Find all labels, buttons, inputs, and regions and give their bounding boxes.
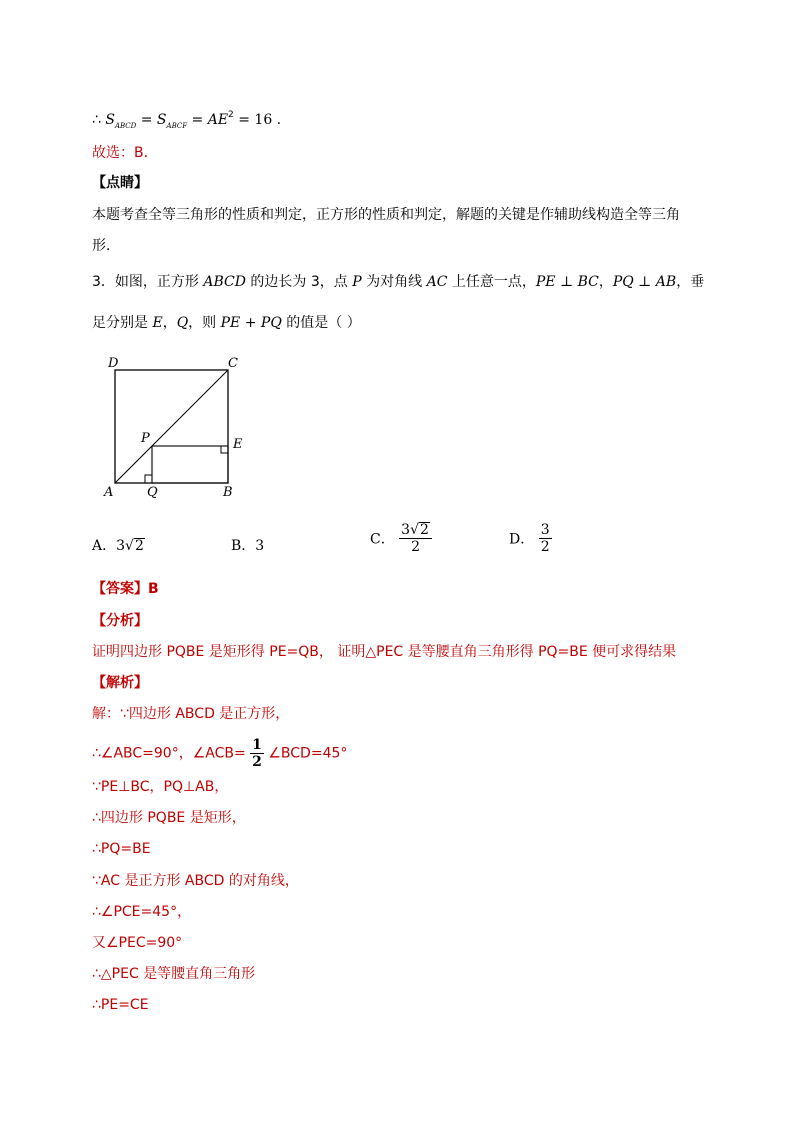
diagonal-ac — [115, 370, 228, 483]
question-line-2: 足分别是 E，Q，则 PE + PQ 的值是（ ） — [92, 315, 361, 331]
solution-line-9: ∴△PEC 是等腰直角三角形 — [92, 966, 256, 982]
label-c: C — [228, 356, 238, 371]
solution-fraction-half: $\frac{1}{2}$ — [252, 737, 262, 770]
option-c: C． $\frac{3√2}{2}$ — [370, 522, 432, 555]
analysis-header: 【分析】 — [92, 613, 148, 629]
solution-line-10: ∴PE=CE — [92, 997, 149, 1013]
prev-solution-equation: ∴ $S_{ABCD} = S_{ABCF} = AE^2 = 16$ . — [92, 110, 282, 130]
solution-line-2: ∴∠ABC=90°，∠ACB= $\frac{1}{2}$ ∠BCD=45° — [92, 737, 348, 770]
option-c-fraction: $\frac{3√2}{2}$ — [399, 522, 432, 555]
dianjing-header: 【点睛】 — [92, 175, 148, 191]
solution-line-6: ∵AC 是正方形 ABCD 的对角线， — [92, 873, 299, 889]
option-d-fraction: $\frac{3}{2}$ — [540, 522, 550, 555]
option-d: D． $\frac{3}{2}$ — [509, 522, 550, 555]
option-a: A．3√2 — [92, 538, 144, 554]
right-angle-mark-e — [221, 446, 228, 453]
analysis-text: 证明四边形 PQBE 是矩形得 PE=QB， 证明△PEC 是等腰直角三角形得 PQ=BE 便可求得结果 — [92, 644, 677, 660]
label-q: Q — [147, 485, 158, 500]
label-b: B — [223, 485, 233, 500]
square-diagram — [100, 350, 260, 505]
prev-choice: 故选：B． — [92, 145, 158, 161]
dianjing-text-1: 本题考查全等三角形的性质和判定，正方形的性质和判定，解题的关键是作辅助线构造全等三角 — [92, 207, 680, 223]
question-line-1: 3．如图，正方形 ABCD 的边长为 3，点 P 为对角线 AC 上任意一点，PE ⊥ BC，PQ ⊥ AB，垂 — [92, 274, 705, 290]
rectangle-pqbe — [152, 446, 228, 483]
label-p: P — [141, 431, 150, 446]
solution-line-4: ∴四边形 PQBE 是矩形， — [92, 810, 246, 826]
solution-line-8: 又∠PEC=90° — [92, 935, 183, 951]
option-b: B．3 — [231, 538, 265, 554]
solution-line-5: ∴PQ=BE — [92, 841, 151, 857]
dianjing-text-2: 形． — [92, 238, 120, 254]
label-e: E — [233, 437, 243, 452]
right-angle-mark-q — [145, 475, 152, 483]
solution-line-1: 解：∵四边形 ABCD 是正方形， — [92, 706, 290, 722]
solution-line-3: ∵PE⊥BC，PQ⊥AB， — [92, 779, 229, 795]
answer: 【答案】B — [92, 581, 159, 597]
solution-header: 【解析】 — [92, 675, 148, 691]
solution-line-7: ∴∠PCE=45°， — [92, 904, 192, 920]
label-d: D — [108, 356, 119, 371]
label-a: A — [104, 485, 114, 500]
